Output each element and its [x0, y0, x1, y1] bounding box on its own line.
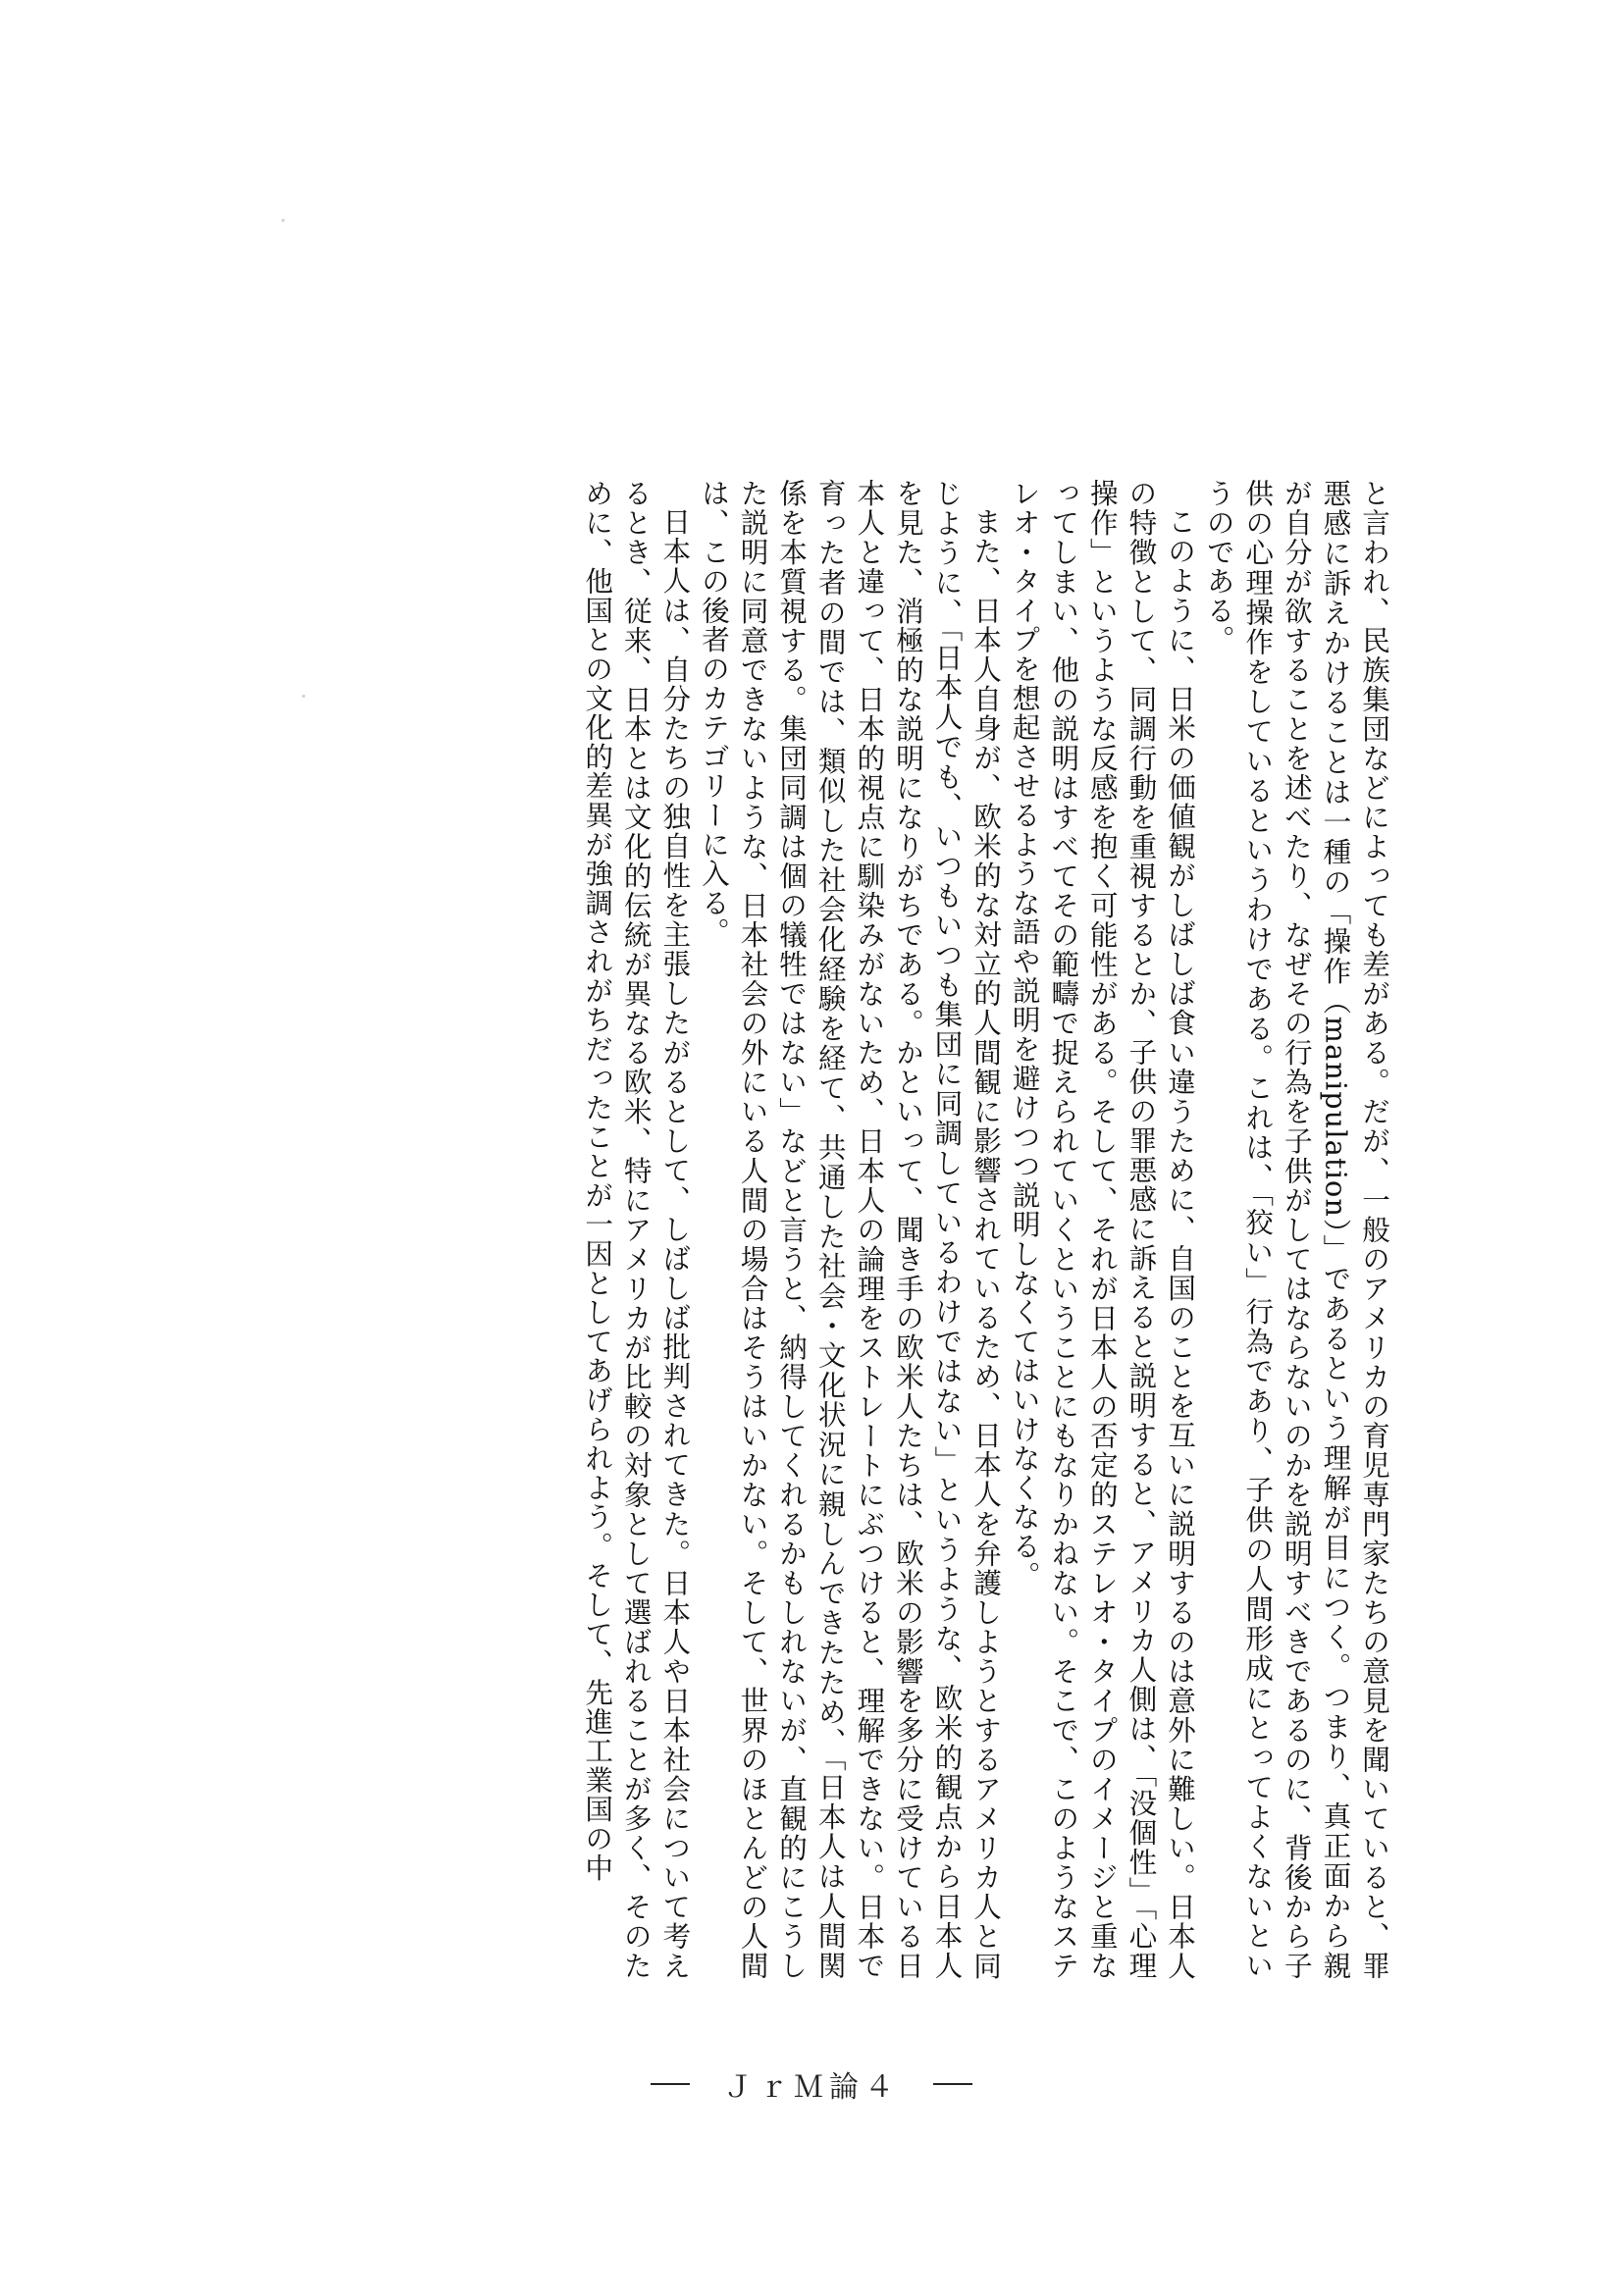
- scan-speck: [282, 219, 285, 222]
- paragraph-4: 日本人は、自分たちの独自性を主張したがるとして、しばしば批判されてきた。日本人や日本社会について考えるとき、従来、日本とは文化的伝統が異なる欧米、特にアメリカが比較の対象として選ばれることが多く、そのために、他国との文化的差異が強調されがちだったことが一因としてあげられよう。そして、先進工業国の中: [581, 479, 693, 1980]
- footer-dash-left: [651, 2083, 690, 2085]
- page-footer: [0, 2062, 1623, 2106]
- paragraph-1: と言われ、民族集団などによっても差がある。だが、一般のアメリカの育児専門家たちの意見を聞いていると、罪悪感に訴えかけることは一種の「操作（manipulation）」であるという理解が目につく。つまり、真正面から親が自分が欲することを述べたり、なぜその行為を子供がしてはならないのかを説明すべきであるのに、背後から子供の心理操作をしているというわけである。これは、「狡い」行為であり、子供の人間形成にとってよくないというのである。: [1202, 479, 1391, 1980]
- paragraph-3: また、日本人自身が、欧米的な対立的人間観に影響されているため、日本人を弁護しようとするアメリカ人と同じように、「日本人でも、いつもいつも集団に同調しているわけではない」というような、欧米的観点から日本人を見た、消極的な説明になりがちである。かといって、聞き手の欧米人たちは、欧米の影響を多分に受けている日本人と違って、日本的視点に馴染みがないため、日本人の論理をストレートにぶつけると、理解できない。日本で育った者の間では、類似した社会化経験を経て、共通した社会・文化状況に親しんできたため、「日本人は人間関係を本質視する。集団同調は個の犠牲ではない」などと言うと、納得してくれるかもしれないが、直観的にこうした説明に同意できないような、日本社会の外にいる人間の場合はそうはいかない。そして、世界のほとんどの人間は、この後者のカテゴリーに入る。: [697, 479, 1004, 1980]
- footer-dash-right: [933, 2083, 972, 2085]
- paragraph-2: このように、日米の価値観がしばしば食い違うために、自国のことを互いに説明するのは意外に難しい。日本人の特徴として、同調行動を重視するとか、子供の罪悪感に訴えると説明すると、アメリカ人側は、「没個性」「心理操作」というような反感を抱く可能性がある。そして、それが日本人の否定的ステレオ・タイプのイメージと重なってしまい、他の説明はすべてその範疇で捉えられていくということにもなりかねない。そこで、このようなステレオ・タイプを想起させるような語や説明を避けつつ説明しなくてはいけなくなる。: [1008, 479, 1198, 1980]
- body-text: [329, 479, 1393, 1980]
- scan-speck: [302, 695, 305, 698]
- footer-label: ＪｒＭ論４: [723, 2070, 900, 2105]
